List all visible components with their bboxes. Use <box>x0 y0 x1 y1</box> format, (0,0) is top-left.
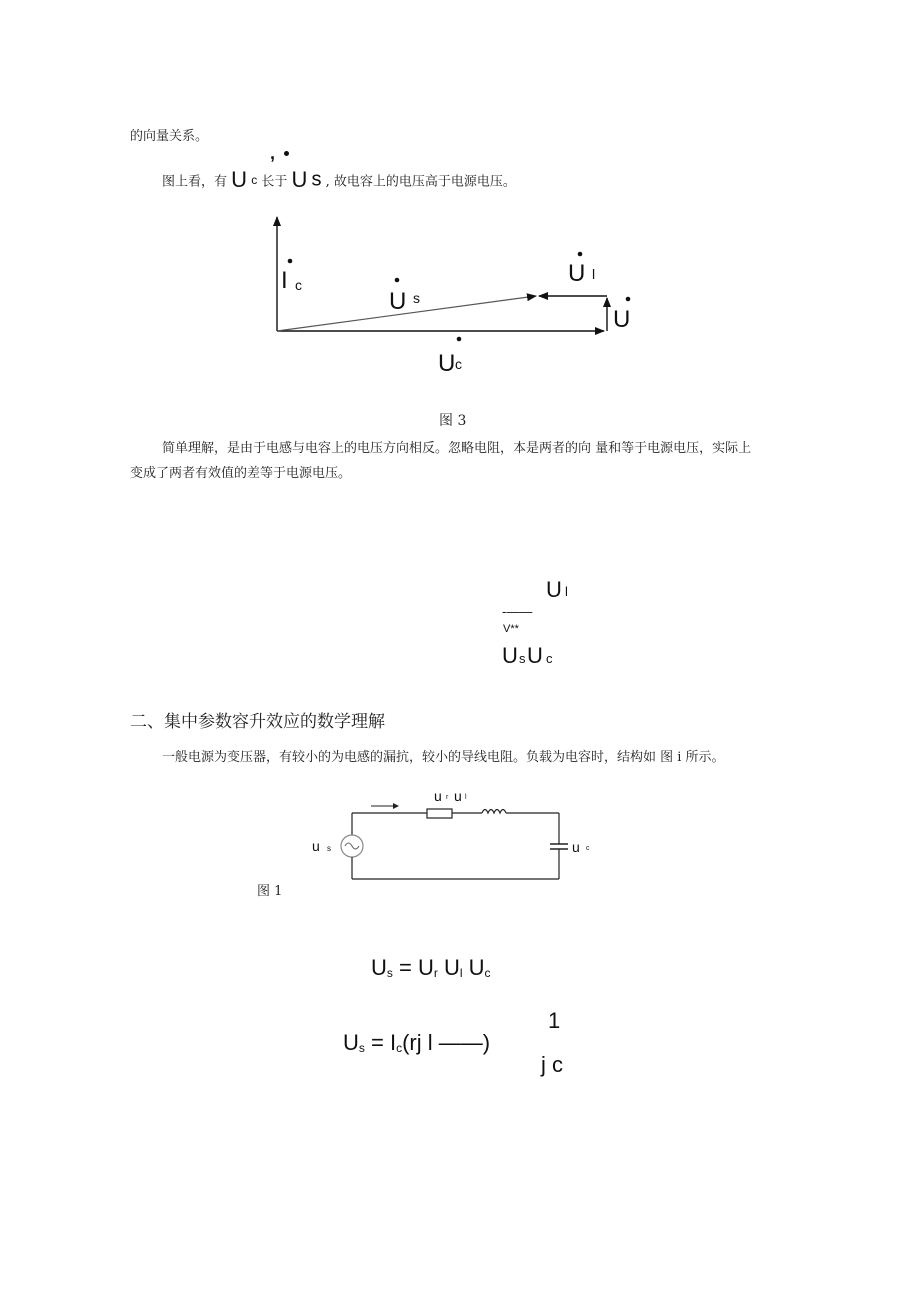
fragment-ul-l: l <box>565 584 568 599</box>
equation-2: $U_s = I_c(rj$ l ——) <box>343 1030 491 1055</box>
label-source-u: u <box>312 838 320 854</box>
label-ul-U: U <box>568 260 586 287</box>
line2-mid: 长于 <box>261 174 288 190</box>
fragment-uc-U: U <box>527 643 543 668</box>
text-line-1: 的向量关系。 <box>130 129 209 144</box>
fragment-uc-c: c <box>546 651 553 666</box>
label-uc-c: c <box>455 356 462 372</box>
equation-2-denominator: j c <box>541 1052 563 1077</box>
fragment-us-s: s <box>519 651 526 666</box>
line2-suffix: , 故电容上的电压高于电源电压。 <box>325 174 516 190</box>
fragment-ul-U: U <box>546 577 562 602</box>
explanation-line-1: 简单理解，是由于电感与电容上的电压方向相反。忽略电阻，本是两者的向 量和等于电源电压，实际上 <box>162 441 752 456</box>
line2-prefix: 图上看，有 <box>162 174 228 190</box>
inline-us-symbol: U <box>291 167 308 192</box>
label-uc-c: c <box>586 845 590 852</box>
resistor <box>427 809 452 818</box>
label-ur-u: u <box>434 788 442 804</box>
label-source-s: s <box>327 844 331 853</box>
label-ur-r: r <box>446 794 449 801</box>
label-ic-c: c <box>295 277 302 293</box>
label-ul-u: u <box>454 788 462 804</box>
label-u-U: U <box>613 306 631 333</box>
label-uc-u: u <box>572 839 580 855</box>
explanation-line-2: 变成了两者有效值的差等于电源电压。 <box>130 466 352 481</box>
section-paragraph: 一般电源为变压器，有较小的为电感的漏抗，较小的导线电阻。负载为电容时，结构如 图 i 所示。 <box>162 750 725 765</box>
figure3-caption: 图 3 <box>439 413 467 429</box>
equation-1: $U_s = U_r$ $U_l$ $U_c$ <box>371 955 491 980</box>
fragment-dash: -—— <box>502 604 533 619</box>
fragment-us-U: U <box>502 643 518 668</box>
inline-us-subscript: s <box>311 168 322 191</box>
fragment-vstar: V** <box>503 623 519 635</box>
label-ul-l: l <box>465 794 467 801</box>
inline-uc-symbol: U <box>231 167 248 192</box>
label-us-U: U <box>389 288 407 315</box>
current-arrow-head <box>393 803 399 809</box>
equation-2-numerator: 1 <box>548 1008 561 1033</box>
section-heading: 二、集中参数容升效应的数学理解 <box>130 712 385 732</box>
inline-comma: , <box>270 143 276 163</box>
label-ic-I: I <box>281 267 288 294</box>
figure1-caption: 图 1 <box>257 884 283 899</box>
label-ul-l: l <box>592 266 596 282</box>
label-us-s: s <box>413 290 420 306</box>
inductor <box>482 810 506 814</box>
label-uc-U: U <box>438 350 456 377</box>
inline-uc-subscript: c <box>251 173 258 187</box>
